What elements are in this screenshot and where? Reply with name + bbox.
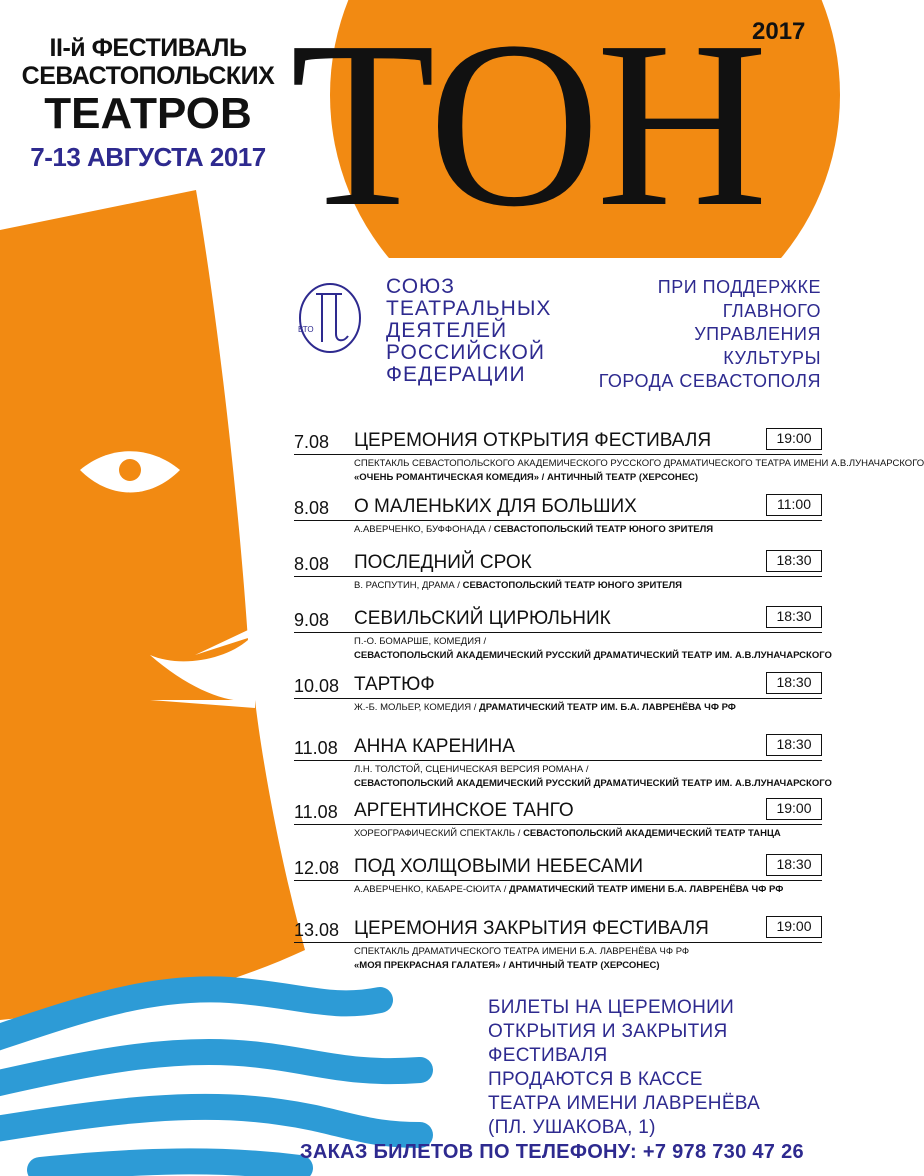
event-divider bbox=[294, 632, 822, 633]
event-title: ПОД ХОЛЩОВЫМИ НЕБЕСАМИ bbox=[354, 856, 644, 877]
event-title: ПОСЛЕДНИЙ СРОК bbox=[354, 552, 532, 573]
event-details bbox=[354, 946, 689, 957]
event-details bbox=[354, 636, 486, 647]
event-details-text: Ж.-Б. МОЛЬЕР, КОМЕДИЯ / bbox=[354, 702, 480, 713]
event-details-second bbox=[354, 650, 832, 661]
tickets-line: ОТКРЫТИЯ И ЗАКРЫТИЯ ФЕСТИВАЛЯ bbox=[488, 1021, 728, 1066]
event-date: 8.08 bbox=[294, 554, 330, 574]
union-line: ФЕДЕРАЦИИ bbox=[386, 363, 526, 386]
event-details bbox=[354, 580, 682, 591]
event-details-text: Л.Н. ТОЛСТОЙ, СЦЕНИЧЕСКАЯ ВЕРСИЯ РОМАНА / bbox=[354, 764, 589, 775]
event-date: 13.08 bbox=[294, 920, 340, 940]
festival-title bbox=[18, 34, 278, 174]
tickets-line: ТЕАТРА ИМЕНИ ЛАВРЕНЁВА bbox=[488, 1093, 761, 1114]
tickets-line: ПРОДАЮТСЯ В КАССЕ bbox=[488, 1069, 703, 1090]
tickets-info bbox=[488, 996, 843, 1140]
event-divider bbox=[294, 520, 822, 521]
vto-logo-text: ВТО bbox=[298, 325, 314, 334]
event-details-text: В. РАСПУТИН, ДРАМА / bbox=[354, 580, 463, 591]
event-details-text: П.-О. БОМАРШЕ, КОМЕДИЯ / bbox=[354, 636, 487, 647]
event-time: 18:30 bbox=[766, 672, 822, 694]
event-time: 18:30 bbox=[766, 854, 822, 876]
event-time: 19:00 bbox=[766, 798, 822, 820]
event-venue: ДРАМАТИЧЕСКИЙ ТЕАТР ИМЕНИ Б.А. ЛАВРЕНЁВА ЧФ РФ bbox=[509, 884, 784, 895]
support-line: ПРИ ПОДДЕРЖКЕ bbox=[657, 277, 821, 297]
festival-logo-word: ТОН bbox=[290, 0, 764, 256]
event-time: 18:30 bbox=[766, 734, 822, 756]
event-details bbox=[354, 524, 713, 535]
event-venue: «МОЯ ПРЕКРАСНАЯ ГАЛАТЕЯ» / АНТИЧНЫЙ ТЕАТР (ХЕРСОНЕС) bbox=[354, 960, 660, 971]
event-time: 19:00 bbox=[766, 428, 822, 450]
event-divider bbox=[294, 760, 822, 761]
event-details-text: А.АВЕРЧЕНКО, БУФФОНАДА / bbox=[354, 524, 494, 535]
event-details-second bbox=[354, 778, 832, 789]
event-details bbox=[354, 702, 736, 713]
event-date: 11.08 bbox=[294, 738, 338, 758]
event-title: СЕВИЛЬСКИЙ ЦИРЮЛЬНИК bbox=[354, 608, 611, 629]
event-divider bbox=[294, 880, 822, 881]
tickets-line: (ПЛ. УШАКОВА, 1) bbox=[488, 1117, 656, 1138]
event-date: 8.08 bbox=[294, 498, 330, 518]
event-title: ЦЕРЕМОНИЯ ЗАКРЫТИЯ ФЕСТИВАЛЯ bbox=[354, 918, 709, 939]
support-line: КУЛЬТУРЫ bbox=[723, 347, 821, 368]
event-divider bbox=[294, 698, 822, 699]
event-venue: СЕВАСТОПОЛЬСКИЙ ТЕАТР ЮНОГО ЗРИТЕЛЯ bbox=[493, 524, 714, 535]
event-venue: СЕВАСТОПОЛЬСКИЙ ТЕАТР ЮНОГО ЗРИТЕЛЯ bbox=[462, 580, 682, 591]
event-title: АРГЕНТИНСКОЕ ТАНГО bbox=[354, 800, 574, 821]
event-venue: СЕВАСТОПОЛЬСКИЙ АКАДЕМИЧЕСКИЙ РУССКИЙ ДРАМАТИЧЕСКИЙ ТЕАТР ИМ. А.В.ЛУНАЧАРСКОГО bbox=[354, 778, 832, 789]
union-line: СОЮЗ bbox=[386, 275, 455, 298]
event-venue: СЕВАСТОПОЛЬСКИЙ АКАДЕМИЧЕСКИЙ РУССКИЙ ДРАМАТИЧЕСКИЙ ТЕАТР ИМ. А.В.ЛУНАЧАРСКОГО bbox=[354, 650, 832, 661]
support-line: ГЛАВНОГО bbox=[722, 300, 821, 321]
union-name bbox=[386, 276, 551, 386]
event-venue: «ОЧЕНЬ РОМАНТИЧЕСКАЯ КОМЕДИЯ» / АНТИЧНЫЙ ТЕАТР (ХЕРСОНЕС) bbox=[354, 472, 699, 483]
event-divider bbox=[294, 824, 822, 825]
union-line: ТЕАТРАЛЬНЫХ bbox=[386, 297, 552, 320]
event-details-text: А.АВЕРЧЕНКО, КАБАРЕ-СЮИТА / bbox=[354, 884, 510, 895]
vto-logo bbox=[292, 280, 364, 358]
support-text bbox=[599, 276, 821, 394]
event-details-second bbox=[354, 960, 660, 971]
event-details-text: ХОРЕОГРАФИЧЕСКИЙ СПЕКТАКЛЬ / bbox=[354, 828, 524, 839]
event-divider bbox=[294, 454, 822, 455]
festival-title-line3: ТЕАТРОВ bbox=[44, 89, 252, 138]
event-time: 19:00 bbox=[766, 916, 822, 938]
event-title: АННА КАРЕНИНА bbox=[354, 736, 515, 757]
support-line: ГОРОДА СЕВАСТОПОЛЯ bbox=[598, 371, 821, 391]
event-time: 18:30 bbox=[766, 550, 822, 572]
event-divider bbox=[294, 576, 822, 577]
tickets-line: БИЛЕТЫ НА ЦЕРЕМОНИИ bbox=[488, 997, 735, 1018]
event-venue: ДРАМАТИЧЕСКИЙ ТЕАТР ИМ. Б.А. ЛАВРЕНЁВА ЧФ РФ bbox=[479, 702, 736, 713]
event-title: О МАЛЕНЬКИХ ДЛЯ БОЛЬШИХ bbox=[354, 496, 637, 517]
event-details bbox=[354, 884, 783, 895]
event-details-text: СПЕКТАКЛЬ СЕВАСТОПОЛЬСКОГО АКАДЕМИЧЕСКОГО РУССКОГО ДРАМАТИЧЕСКОГО ТЕАТРА ИМЕНИ А.В.ЛУНАЧАРСКОГО bbox=[354, 458, 924, 469]
festival-dates: 7-13 АВГУСТА 2017 bbox=[30, 142, 266, 172]
event-divider bbox=[294, 942, 822, 943]
festival-title-line2: СЕВАСТОПОЛЬСКИХ bbox=[21, 62, 275, 90]
event-time: 11:00 bbox=[766, 494, 822, 516]
support-line: УПРАВЛЕНИЯ bbox=[694, 324, 821, 344]
festival-year: 2017 bbox=[752, 18, 806, 45]
event-date: 7.08 bbox=[294, 432, 330, 452]
event-details bbox=[354, 828, 781, 839]
event-details bbox=[354, 764, 588, 775]
union-line: РОССИЙСКОЙ bbox=[386, 341, 545, 364]
event-time: 18:30 bbox=[766, 606, 822, 628]
event-title: ЦЕРЕМОНИЯ ОТКРЫТИЯ ФЕСТИВАЛЯ bbox=[354, 430, 712, 451]
event-date: 12.08 bbox=[294, 858, 340, 878]
event-date: 11.08 bbox=[294, 802, 338, 822]
event-venue: СЕВАСТОПОЛЬСКИЙ АКАДЕМИЧЕСКИЙ ТЕАТР ТАНЦА bbox=[523, 828, 781, 839]
event-date: 9.08 bbox=[294, 610, 330, 630]
phone-order: ЗАКАЗ БИЛЕТОВ ПО ТЕЛЕФОНУ: +7 978 730 47 26 bbox=[300, 1141, 804, 1163]
event-title: ТАРТЮФ bbox=[354, 674, 435, 695]
union-line: ДЕЯТЕЛЕЙ bbox=[386, 319, 508, 342]
festival-title-line1: II-й ФЕСТИВАЛЬ bbox=[49, 34, 247, 62]
event-details-text: СПЕКТАКЛЬ ДРАМАТИЧЕСКОГО ТЕАТРА ИМЕНИ Б.А. ЛАВРЕНЁВА ЧФ РФ bbox=[354, 946, 690, 957]
event-details-second bbox=[354, 472, 698, 483]
event-date: 10.08 bbox=[294, 676, 340, 696]
event-details bbox=[354, 458, 924, 469]
